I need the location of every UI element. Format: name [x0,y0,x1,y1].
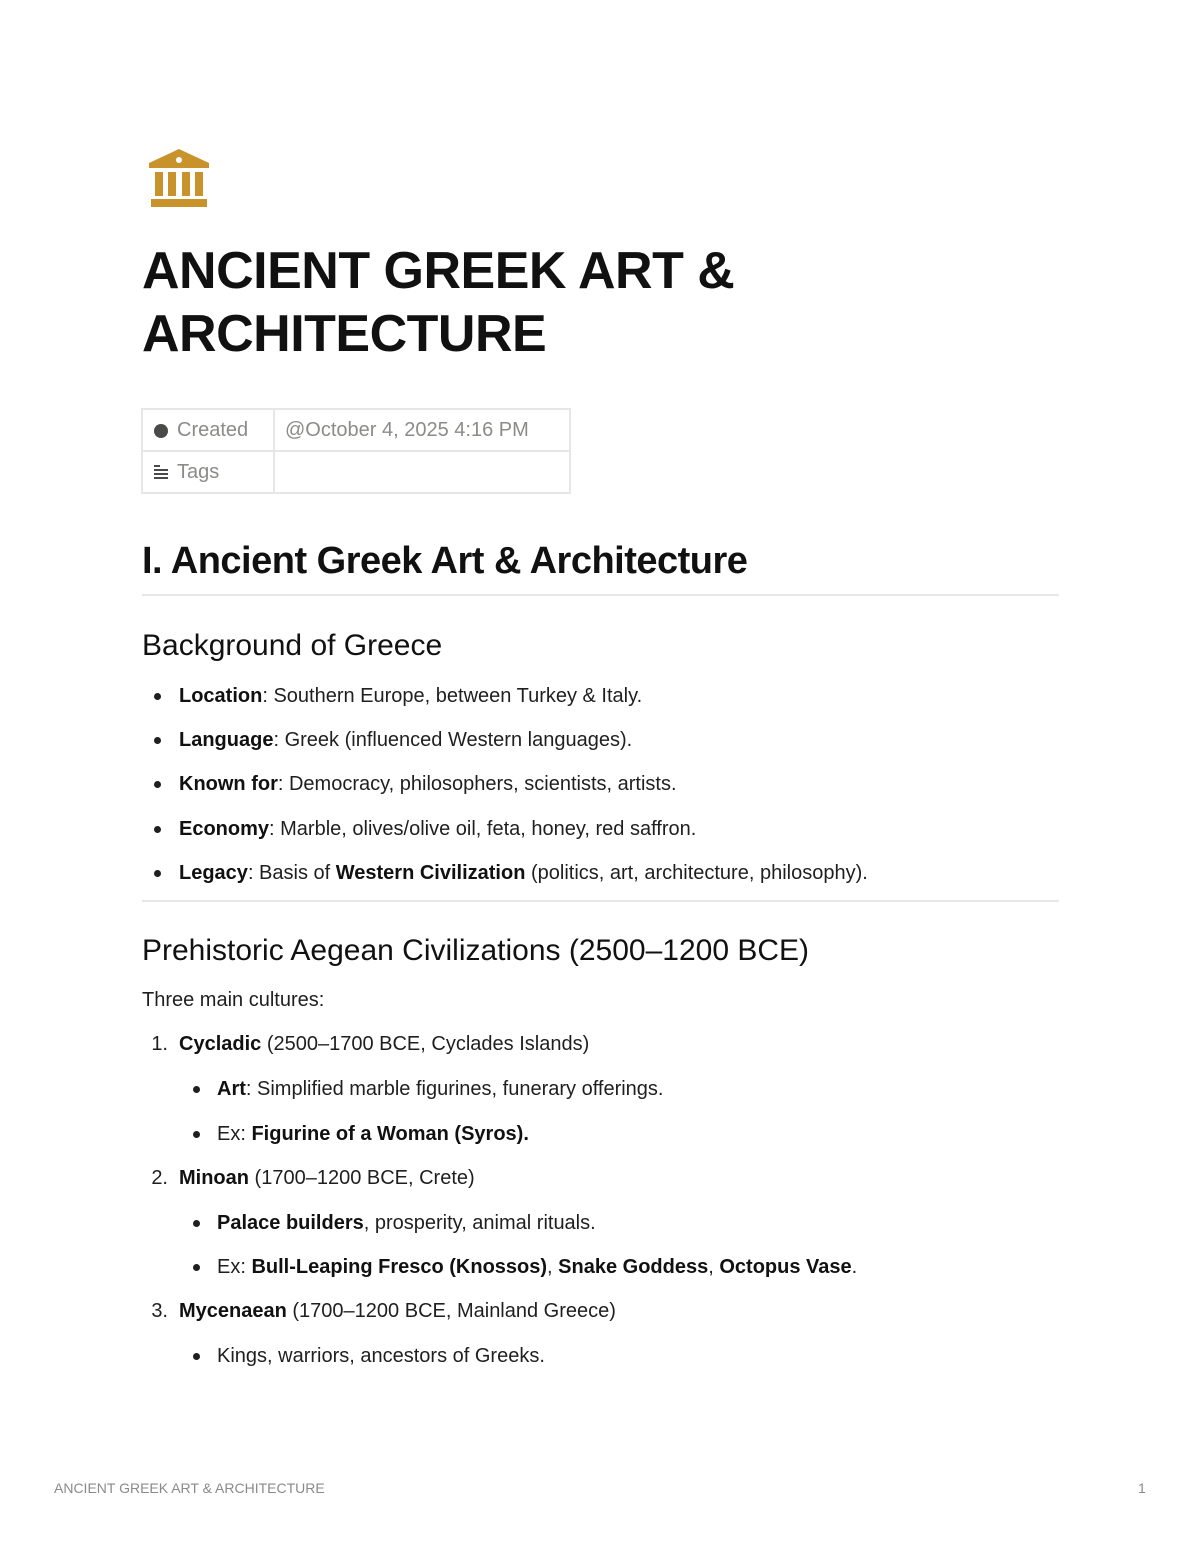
list-number: 2. [151,1167,168,1189]
list-item: Economy: Marble, olives/olive oil, feta, honey, red saffron. [179,818,697,840]
list-item: Ex: Figurine of a Woman (Syros). [217,1123,529,1145]
list-item: Minoan (1700–1200 BCE, Crete) [179,1167,475,1189]
page-number: 1 [1138,1480,1146,1496]
list-item: Known for: Democracy, philosophers, scientists, artists. [179,773,677,795]
list-number: 1. [151,1033,168,1055]
page-title-line1: ANCIENT GREEK ART & [142,242,735,300]
property-value-tags[interactable] [274,451,570,493]
bullet-icon [193,1086,200,1093]
section-heading: I. Ancient Greek Art & Architecture [142,540,748,582]
list-item: Palace builders, prosperity, animal rituals. [217,1212,596,1234]
divider [142,900,1059,902]
bullet-icon [154,693,161,700]
list-item: Legacy: Basis of Western Civilization (politics, art, architecture, philosophy). [179,862,868,884]
greek-temple-icon [148,148,210,208]
bullet-icon [154,870,161,877]
page-title-line2: ARCHITECTURE [142,305,547,363]
property-value-created[interactable]: @October 4, 2025 4:16 PM [274,409,570,451]
footer-title: ANCIENT GREEK ART & ARCHITECTURE [54,1480,325,1496]
page-title [142,240,1042,366]
background-heading: Background of Greece [142,629,443,662]
list-item: Mycenaean (1700–1200 BCE, Mainland Greece) [179,1300,616,1322]
clock-icon [153,422,169,438]
bullet-icon [193,1264,200,1271]
list-item: Language: Greek (influenced Western languages). [179,729,633,751]
bullet-icon [154,781,161,788]
bullet-icon [193,1353,200,1360]
aegean-heading: Prehistoric Aegean Civilizations (2500–1200 BCE) [142,934,810,967]
list-item: Location: Southern Europe, between Turkey & Italy. [179,685,643,707]
property-label: Tags [177,460,220,483]
list-item: Kings, warriors, ancestors of Greeks. [217,1345,545,1367]
list-number: 3. [151,1300,168,1322]
property-label: Created [177,418,249,441]
bullet-icon [154,826,161,833]
bullet-icon [193,1131,200,1138]
list-item: Cycladic (2500–1700 BCE, Cyclades Islands) [179,1033,590,1055]
intro-text: Three main cultures: [142,989,325,1011]
property-row-created [142,409,570,451]
properties-table [141,408,571,494]
property-key-created[interactable] [142,409,274,451]
list-item: Ex: Bull-Leaping Fresco (Knossos), Snake Goddess, Octopus Vase. [217,1256,858,1278]
property-key-tags[interactable] [142,451,274,493]
bullet-icon [193,1220,200,1227]
bullet-icon [154,737,161,744]
list-item: Art: Simplified marble figurines, funerary offerings. [217,1078,664,1100]
property-row-tags [142,451,570,493]
divider [142,594,1059,596]
list-icon [153,464,169,480]
